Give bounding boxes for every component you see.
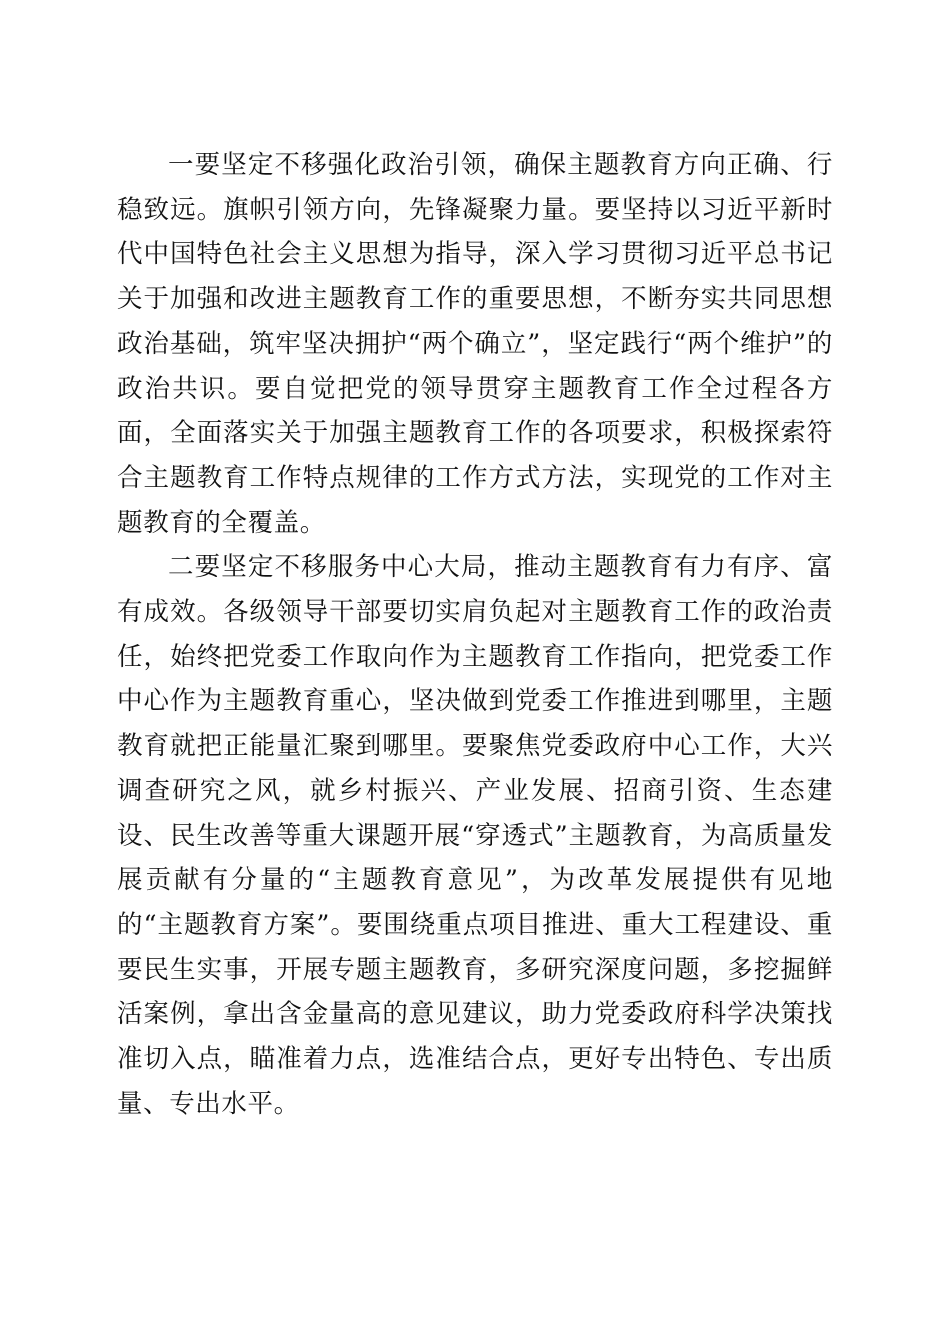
paragraph-2: 二要坚定不移服务中心大局，推动主题教育有力有序、富有成效。各级领导干部要切实肩负起对主题教育工作的政治责任，始终把党委工作取向作为主题教育工作指向，把党委工作中心作为主题教育重心，坚决做到党委工作推进到哪里，主题教育就把正能量汇聚到哪里。要聚焦党委政府中心工作，大兴调查研究之风，就乡村振兴、产业发展、招商引资、生态建设、民生改善等重大课题开展“穿透式”主题教育，为高质量发展贡献有分量的“主题教育意见”，为改革发展提供有见地的“主题教育方案”。要围绕重点项目推进、重大工程建设、重要民生实事，开展专题主题教育，多研究深度问题，多挖掘鲜活案例，拿出含金量高的意见建议，助力党委政府科学决策找准切入点，瞄准着力点，选准结合点，更好专出特色、专出质量、专出水平。 (117, 552, 833, 1119)
document-body (117, 143, 833, 1126)
paragraph-1: 一要坚定不移强化政治引领，确保主题教育方向正确、行稳致远。旗帜引领方向，先锋凝聚力量。要坚持以习近平新时代中国特色社会主义思想为指导，深入学习贯彻习近平总书记关于加强和改进主题教育工作的重要思想，不断夯实共同思想政治基础，筑牢坚决拥护“两个确立”，坚定践行“两个维护”的政治共识。要自觉把党的领导贯穿主题教育工作全过程各方面，全面落实关于加强主题教育工作的各项要求，积极探索符合主题教育工作特点规律的工作方式方法，实现党的工作对主题教育的全覆盖。 (117, 150, 833, 538)
